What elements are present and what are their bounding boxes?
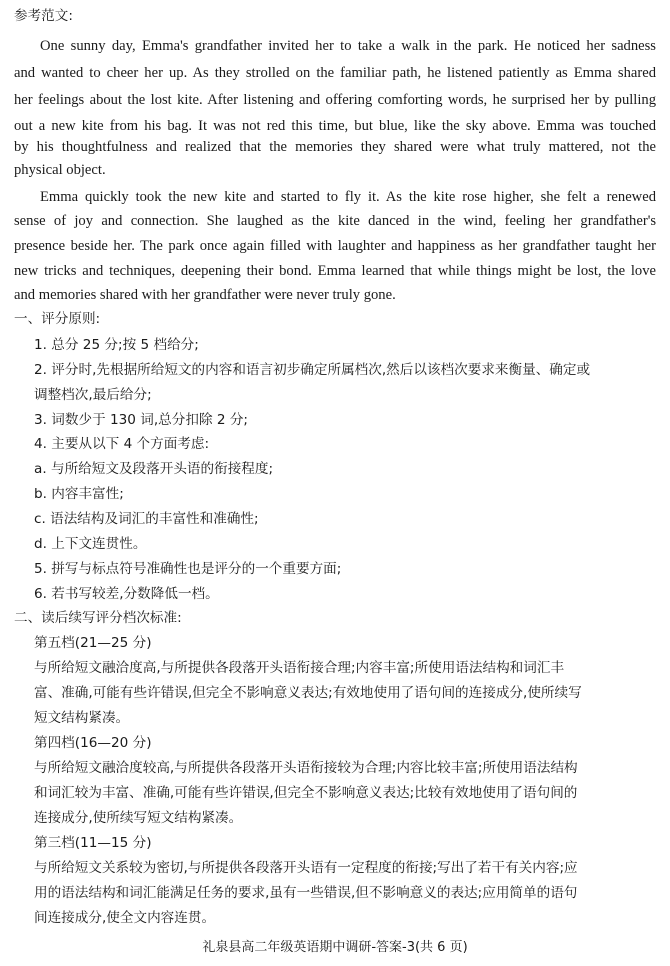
grade-4-title: 第四档(16—20 分)	[34, 735, 152, 751]
sample-essay-heading: 参考范文:	[14, 8, 73, 24]
criteria-line: 间连接成分,使全文内容连贯。	[34, 910, 216, 926]
criteria-line: 连接成分,使所续写短文结构紧凑。	[34, 810, 243, 826]
list-item: 调整档次,最后给分;	[34, 387, 152, 403]
list-item: 5. 拼写与标点符号准确性也是评分的一个重要方面;	[34, 561, 342, 577]
essay-line: and wanted to cheer her up. As they strolled on the familiar path, he listened patiently as Emma shared	[14, 65, 656, 81]
section-2-title: 二、读后续写评分档次标准:	[14, 610, 182, 626]
list-item: 3. 词数少于 130 词,总分扣除 2 分;	[34, 412, 249, 428]
essay-line: new tricks and techniques, deepening their bond. Emma learned that while things might be lost, the love	[14, 263, 656, 279]
list-item: c. 语法结构及词汇的丰富性和准确性;	[34, 511, 259, 527]
essay-line: her feelings about the lost kite. After listening and offering comforting words, he surprised her by pulling	[14, 92, 656, 108]
essay-line: physical object.	[14, 162, 106, 178]
essay-line: and memories shared with her grandfather were never truly gone.	[14, 287, 396, 303]
list-item: 1. 总分 25 分;按 5 档给分;	[34, 337, 199, 353]
essay-line: out a new kite from his bag. It was not red this time, but blue, like the sky above. Emma was touched	[14, 118, 656, 134]
grade-3-title: 第三档(11—15 分)	[34, 835, 152, 851]
criteria-line: 用的语法结构和词汇能满足任务的要求,虽有一些错误,但不影响意义的表达;应用简单的语句	[34, 885, 578, 901]
list-item: 6. 若书写较差,分数降低一档。	[34, 586, 219, 602]
essay-line: sense of joy and connection. She laughed as the kite danced in the wind, feeling her grandfather's	[14, 213, 656, 229]
criteria-line: 短文结构紧凑。	[34, 710, 130, 726]
section-1-title: 一、评分原则:	[14, 311, 101, 327]
page-footer: 礼泉县高二年级英语期中调研-答案-3(共 6 页)	[202, 940, 468, 955]
criteria-line: 富、准确,可能有些许错误,但完全不影响意义表达;有效地使用了语句间的连接成分,使所续写	[34, 685, 582, 701]
criteria-line: 和词汇较为丰富、准确,可能有些许错误,但完全不影响意义表达;比较有效地使用了语句间的	[34, 785, 578, 801]
criteria-line: 与所给短文融洽度高,与所提供各段落开头语衔接合理;内容丰富;所使用语法结构和词汇丰	[34, 660, 565, 676]
essay-line: Emma quickly took the new kite and started to fly it. As the kite rose higher, she felt a renewed	[40, 189, 656, 205]
essay-line: presence beside her. The park once again filled with laughter and happiness as her grandfather taught her	[14, 238, 656, 254]
criteria-line: 与所给短文融洽度较高,与所提供各段落开头语衔接较为合理;内容比较丰富;所使用语法结构	[34, 760, 578, 776]
list-item: d. 上下文连贯性。	[34, 536, 147, 552]
grade-5-title: 第五档(21—25 分)	[34, 635, 152, 651]
list-item: b. 内容丰富性;	[34, 486, 124, 502]
list-item: 2. 评分时,先根据所给短文的内容和语言初步确定所属档次,然后以该档次要求来衡量、确定或	[34, 362, 591, 378]
essay-line: One sunny day, Emma's grandfather invited her to take a walk in the park. He noticed her sadness	[40, 38, 656, 54]
list-item: a. 与所给短文及段落开头语的衔接程度;	[34, 461, 274, 477]
essay-line: by his thoughtfulness and realized that the memories they shared were what truly mattered, not the	[14, 139, 656, 155]
criteria-line: 与所给短文关系较为密切,与所提供各段落开头语有一定程度的衔接;写出了若干有关内容;应	[34, 860, 578, 876]
list-item: 4. 主要从以下 4 个方面考虑:	[34, 436, 210, 452]
